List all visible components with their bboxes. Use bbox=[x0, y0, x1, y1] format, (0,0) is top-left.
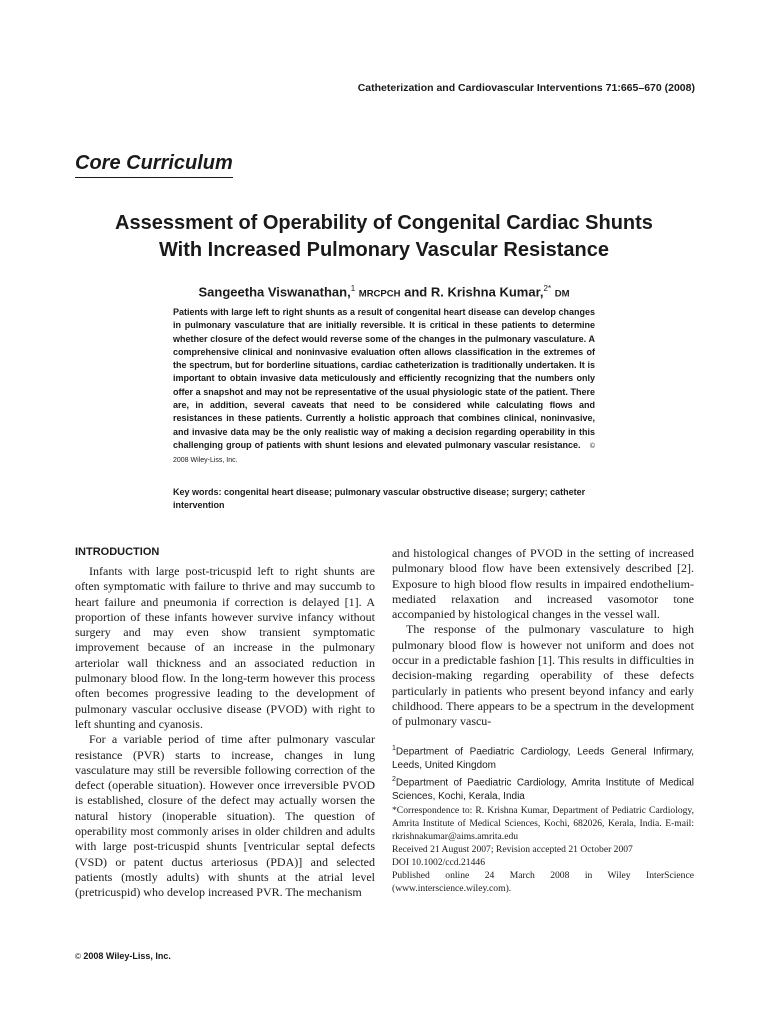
right-column bbox=[392, 546, 694, 895]
received-dates: Received 21 August 2007; Revision accepted 21 October 2007 bbox=[392, 844, 633, 856]
author-2-degree: DM bbox=[554, 288, 570, 300]
author-1-degree: MRCPCH bbox=[358, 288, 401, 300]
author-list bbox=[60, 284, 708, 299]
paragraph: Infants with large post-tricuspid left to right shunts are often symptomatic with failure to thrive and may succumb to heart failure and pneumonia if correction is delayed [1]. A proportion of these infants however survive infancy without surgery and may even show transient symptomatic improvement because of an increase in the pulmonary arteriolar wall thickness and an associated reduction in pulmonary blood flow. In the long-term however this process often becomes progressive leading to the development of pulmonary vascular occlusive disease (PVOD) with right to left shunting and cyanosis. bbox=[75, 564, 375, 731]
abstract-text: Patients with large left to right shunts as a result of congenital heart disease can develop changes in pulmonary vasculature that are initially reversible. It is critical in these patients to determine whether closure of the defect would reverse some of the changes in the pulmonary vasculature. A comprehensive clinical and noninvasive evaluation often allows classification in the extremes of the spectrum, but for borderline situations, cardiac catheterization is traditionally undertaken. It is important to obtain invasive data meticulously and efficiently recognizing that the numbers only offer a snapshot and may not be representative of the usual physiologic state of the patient. There are, in addition, several caveats that need to be considered while calculating flows and resistances in these patients. Currently a holistic approach that combines clinical, noninvasive, and invasive data may be the only realistic way of making a decision regarding operability in this challenging group of patients with shunt lesions and elevated pulmonary vascular resistance. bbox=[173, 307, 595, 450]
journal-citation: Catheterization and Cardiovascular Interventions 71:665–670 (2008) bbox=[357, 82, 695, 94]
footer-copyright bbox=[75, 951, 171, 961]
affiliation-1-mark: 1 bbox=[392, 744, 396, 752]
introduction-heading: INTRODUCTION bbox=[75, 546, 160, 558]
doi: DOI 10.1002/ccd.21446 bbox=[392, 857, 485, 869]
title-line-1: Assessment of Operability of Congenital Cardiac Shunts bbox=[115, 212, 653, 234]
title-line-2: With Increased Pulmonary Vascular Resistance bbox=[158, 239, 609, 261]
affiliation-1 bbox=[392, 742, 694, 773]
section-label: Core Curriculum bbox=[75, 152, 233, 178]
copyright-text: 2008 Wiley-Liss, Inc. bbox=[80, 951, 171, 961]
author-2-name: R. Krishna Kumar, bbox=[430, 284, 544, 300]
author-conjunction: and bbox=[400, 284, 431, 300]
paragraph: The response of the pulmonary vasculature to high pulmonary blood flow is however not uniform and does not occur in a predictable fashion [1]. This results in difficulties in decision-making regarding operability of these defects particularly in patients who present beyond infancy and early childhood. There appears to be a spectrum in the development of pulmonary vascu- bbox=[392, 622, 694, 729]
affiliations bbox=[392, 742, 694, 805]
author-1-name: Sangeetha Viswanathan, bbox=[198, 284, 351, 300]
copyright-symbol: © bbox=[75, 952, 81, 961]
article-title bbox=[60, 210, 708, 264]
author-1-affiliation-mark: 1 bbox=[350, 284, 356, 293]
introduction-body-left bbox=[75, 564, 375, 901]
abstract bbox=[173, 306, 595, 468]
introduction-body-right bbox=[392, 546, 694, 730]
keywords: Key words: congenital heart disease; pulmonary vascular obstructive disease; surgery; catheter intervention bbox=[173, 487, 586, 511]
affiliation-1-text: Department of Paediatric Cardiology, Leeds General Infirmary, Leeds, United Kingdom bbox=[392, 745, 694, 771]
affiliation-2-text: Department of Paediatric Cardiology, Amrita Institute of Medical Sciences, Kochi, Kerala, India bbox=[392, 777, 694, 803]
published-online: Published online 24 March 2008 in Wiley InterScience (www.interscience.wiley.com). bbox=[392, 870, 694, 895]
abstract-copyright: © 2008 Wiley-Liss, Inc. bbox=[173, 442, 595, 465]
affiliation-2-mark: 2 bbox=[392, 775, 396, 783]
affiliation-2 bbox=[392, 773, 694, 804]
paragraph: For a variable period of time after pulmonary vascular resistance (PVR) starts to increase, changes in lung vasculature may still be reversible following correction of the defect (operable situation). However once irreversible PVOD is established, closure of the defect may actually worsen the natural history (inoperable situation). The question of operability most commonly arises in older children and adults with large post-tricuspid shunts [ventricular septal defects (VSD) or patent ductus arteriosus (PDA)] and selected patients (mostly adults) with shunts at the atrial level (pretricuspid) who develop increased PVR. The mechanism bbox=[75, 732, 375, 900]
left-column bbox=[75, 546, 375, 901]
article-metadata bbox=[392, 804, 694, 895]
paragraph: and histological changes of PVOD in the setting of increased pulmonary blood flow have been extensively described [2]. Exposure to high blood flow results in impaired endothelium-mediated relaxation and increased vasomotor tone accompanied by histological changes in the vessel wall. bbox=[392, 546, 694, 622]
author-2-affiliation-mark: 2* bbox=[543, 284, 552, 293]
correspondence: *Correspondence to: R. Krishna Kumar, Department of Pediatric Cardiology, Amrita Institute of Medical Sciences, Kochi, 682026, Kerala, India. E-mail: rkrishnakumar@aims.amrita.edu bbox=[392, 805, 694, 843]
